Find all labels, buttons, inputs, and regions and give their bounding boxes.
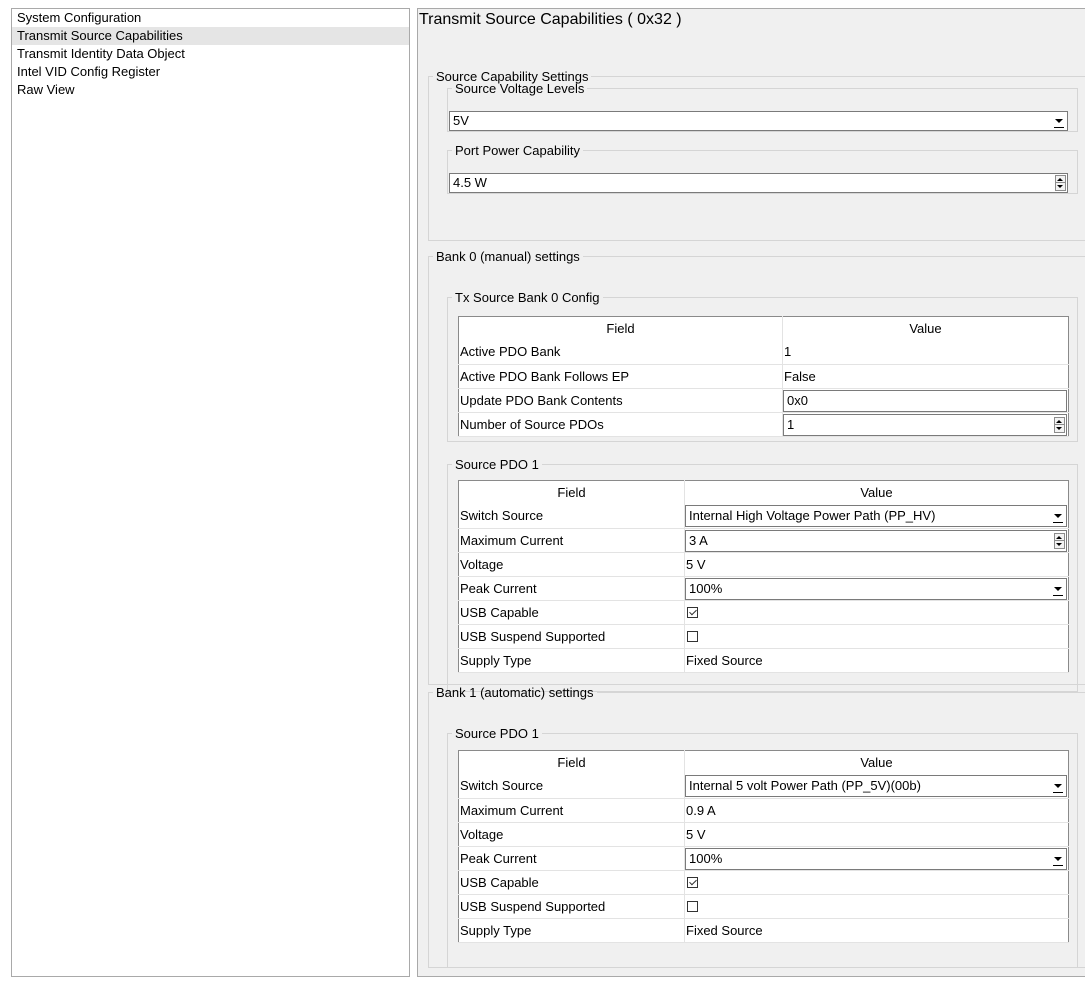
tx-source-bank0-config-table — [458, 316, 1069, 437]
bank0-settings-group — [428, 249, 1085, 685]
source-capability-settings-legend: Source Capability Settings — [436, 69, 589, 84]
value-cell-switch-source — [685, 504, 1069, 528]
dropdown-arrow-icon[interactable] — [1053, 852, 1063, 866]
table-row — [459, 798, 1069, 822]
port-power-capability-value: 4.5 W — [453, 175, 487, 190]
bank1-maximum-current-value: 0.9 A — [685, 798, 1069, 822]
tx-source-bank0-config-legend: Tx Source Bank 0 Config — [455, 290, 600, 305]
source-voltage-levels-legend: Source Voltage Levels — [455, 81, 585, 96]
table-row — [459, 774, 1069, 798]
number-of-source-pdos-value: 1 — [787, 416, 795, 432]
table-row — [459, 412, 1069, 436]
table-row — [459, 504, 1069, 528]
bank0-switch-source-dropdown[interactable] — [685, 505, 1067, 527]
table-row — [459, 894, 1069, 918]
value-cell-peak-current — [685, 846, 1069, 870]
bank1-usb-suspend-supported-checkbox[interactable] — [687, 901, 698, 912]
bank1-switch-source-value: Internal 5 volt Power Path (PP_5V)(00b) — [689, 778, 921, 793]
field-label-usb-capable: USB Capable — [459, 600, 685, 624]
column-header-value: Value — [860, 485, 893, 500]
bank0-source-pdo1-table — [458, 480, 1069, 673]
source-voltage-levels-value: 5V — [453, 113, 469, 128]
column-header-field: Field — [459, 317, 783, 341]
source-voltage-levels-dropdown[interactable] — [449, 111, 1068, 131]
field-label-switch-source: Switch Source — [459, 504, 685, 528]
column-header-field: Field — [459, 481, 685, 505]
bank0-maximum-current-spinbox[interactable] — [685, 530, 1067, 552]
bank0-source-pdo1-group — [447, 457, 1078, 692]
table-row — [459, 822, 1069, 846]
number-of-source-pdos-spinbox[interactable] — [783, 414, 1067, 436]
bank1-voltage-value: 5 V — [685, 822, 1069, 846]
update-pdo-bank-contents-input[interactable] — [783, 390, 1067, 412]
page-title: Transmit Source Capabilities ( 0x32 ) — [419, 11, 682, 28]
bank1-usb-capable-checkbox[interactable] — [687, 877, 698, 888]
port-power-capability-group — [447, 143, 1078, 194]
field-label-update-pdo-bank-contents: Update PDO Bank Contents — [459, 388, 783, 412]
table-row — [459, 552, 1069, 576]
table-row — [459, 918, 1069, 942]
value-cell-usb-capable — [685, 600, 1069, 624]
field-label-peak-current: Peak Current — [459, 846, 685, 870]
update-pdo-bank-contents-value: 0x0 — [787, 392, 808, 408]
source-capability-settings-group — [428, 69, 1085, 241]
value-cell-switch-source — [685, 774, 1069, 798]
bank0-supply-type-value: Fixed Source — [685, 648, 1069, 672]
bank0-voltage-value: 5 V — [685, 552, 1069, 576]
bank0-switch-source-value: Internal High Voltage Power Path (PP_HV) — [689, 508, 936, 523]
nav-item-intel-vid-config-register[interactable]: Intel VID Config Register — [17, 64, 161, 79]
value-cell-update-pdo-bank-contents — [783, 388, 1069, 412]
navigation-tree — [11, 8, 410, 977]
field-label-voltage: Voltage — [459, 552, 685, 576]
dropdown-arrow-icon[interactable] — [1053, 582, 1063, 596]
table-row — [459, 364, 1069, 388]
value-active-pdo-bank: 1 — [783, 340, 1069, 364]
table-row — [459, 600, 1069, 624]
field-label-active-pdo-bank: Active PDO Bank — [459, 340, 783, 364]
table-header-row — [459, 751, 1069, 775]
bank1-peak-current-value: 100% — [689, 850, 723, 866]
spinner-arrows-icon[interactable] — [1055, 175, 1066, 191]
field-label-voltage: Voltage — [459, 822, 685, 846]
value-cell-usb-suspend-supported — [685, 894, 1069, 918]
dropdown-arrow-icon[interactable] — [1053, 779, 1063, 793]
table-row — [459, 576, 1069, 600]
source-voltage-levels-group — [447, 81, 1078, 132]
table-row — [459, 846, 1069, 870]
value-cell-usb-capable — [685, 870, 1069, 894]
bank0-peak-current-dropdown[interactable] — [685, 578, 1067, 600]
field-label-active-pdo-bank-follows-ep: Active PDO Bank Follows EP — [459, 364, 783, 388]
column-header-value: Value — [860, 755, 893, 770]
table-header-row — [459, 481, 1069, 505]
value-cell-maximum-current — [685, 528, 1069, 552]
settings-panel — [417, 8, 1085, 977]
port-power-capability-legend: Port Power Capability — [455, 143, 580, 158]
field-label-maximum-current: Maximum Current — [459, 528, 685, 552]
bank1-source-pdo1-table — [458, 750, 1069, 943]
table-row — [459, 870, 1069, 894]
field-label-switch-source: Switch Source — [459, 774, 685, 798]
port-power-capability-spinbox[interactable] — [449, 173, 1068, 193]
dropdown-arrow-icon[interactable] — [1053, 509, 1063, 523]
value-cell-usb-suspend-supported — [685, 624, 1069, 648]
field-label-peak-current: Peak Current — [459, 576, 685, 600]
table-row — [459, 624, 1069, 648]
table-row — [459, 388, 1069, 412]
field-label-usb-suspend-supported: USB Suspend Supported — [459, 894, 685, 918]
nav-item-transmit-identity-data-object[interactable]: Transmit Identity Data Object — [17, 46, 185, 61]
table-row — [459, 340, 1069, 364]
table-header-row — [459, 317, 1069, 341]
spinner-arrows-icon[interactable] — [1054, 533, 1065, 549]
bank0-usb-suspend-supported-checkbox[interactable] — [687, 631, 698, 642]
table-row — [459, 528, 1069, 552]
field-label-maximum-current: Maximum Current — [459, 798, 685, 822]
column-header-value: Value — [909, 321, 942, 336]
field-label-supply-type: Supply Type — [459, 648, 685, 672]
column-header-field: Field — [459, 751, 685, 775]
bank0-settings-legend: Bank 0 (manual) settings — [436, 249, 580, 264]
table-row — [459, 648, 1069, 672]
dropdown-arrow-icon[interactable] — [1054, 114, 1064, 128]
tx-source-bank0-config-group — [447, 290, 1078, 442]
field-label-usb-suspend-supported: USB Suspend Supported — [459, 624, 685, 648]
field-label-supply-type: Supply Type — [459, 918, 685, 942]
field-label-usb-capable: USB Capable — [459, 870, 685, 894]
bank1-switch-source-dropdown[interactable] — [685, 775, 1067, 797]
bank0-peak-current-value: 100% — [689, 580, 723, 596]
bank1-settings-legend: Bank 1 (automatic) settings — [436, 685, 594, 700]
nav-item-system-configuration[interactable]: System Configuration — [17, 10, 142, 25]
spinner-arrows-icon[interactable] — [1054, 417, 1065, 433]
bank1-peak-current-dropdown[interactable] — [685, 848, 1067, 870]
bank1-source-pdo1-group — [447, 726, 1078, 968]
nav-item-transmit-source-capabilities[interactable]: Transmit Source Capabilities — [12, 27, 409, 45]
bank0-maximum-current-value: 3 A — [689, 532, 708, 548]
bank0-usb-capable-checkbox[interactable] — [687, 607, 698, 618]
value-cell-peak-current — [685, 576, 1069, 600]
field-label-number-of-source-pdos: Number of Source PDOs — [459, 412, 783, 436]
bank0-source-pdo1-legend: Source PDO 1 — [455, 457, 539, 472]
value-active-pdo-bank-follows-ep: False — [783, 364, 1069, 388]
bank1-settings-group — [428, 685, 1085, 968]
bank1-source-pdo1-legend: Source PDO 1 — [455, 726, 539, 741]
nav-item-raw-view[interactable]: Raw View — [17, 82, 75, 97]
bank1-supply-type-value: Fixed Source — [685, 918, 1069, 942]
value-cell-number-of-source-pdos — [783, 412, 1069, 436]
